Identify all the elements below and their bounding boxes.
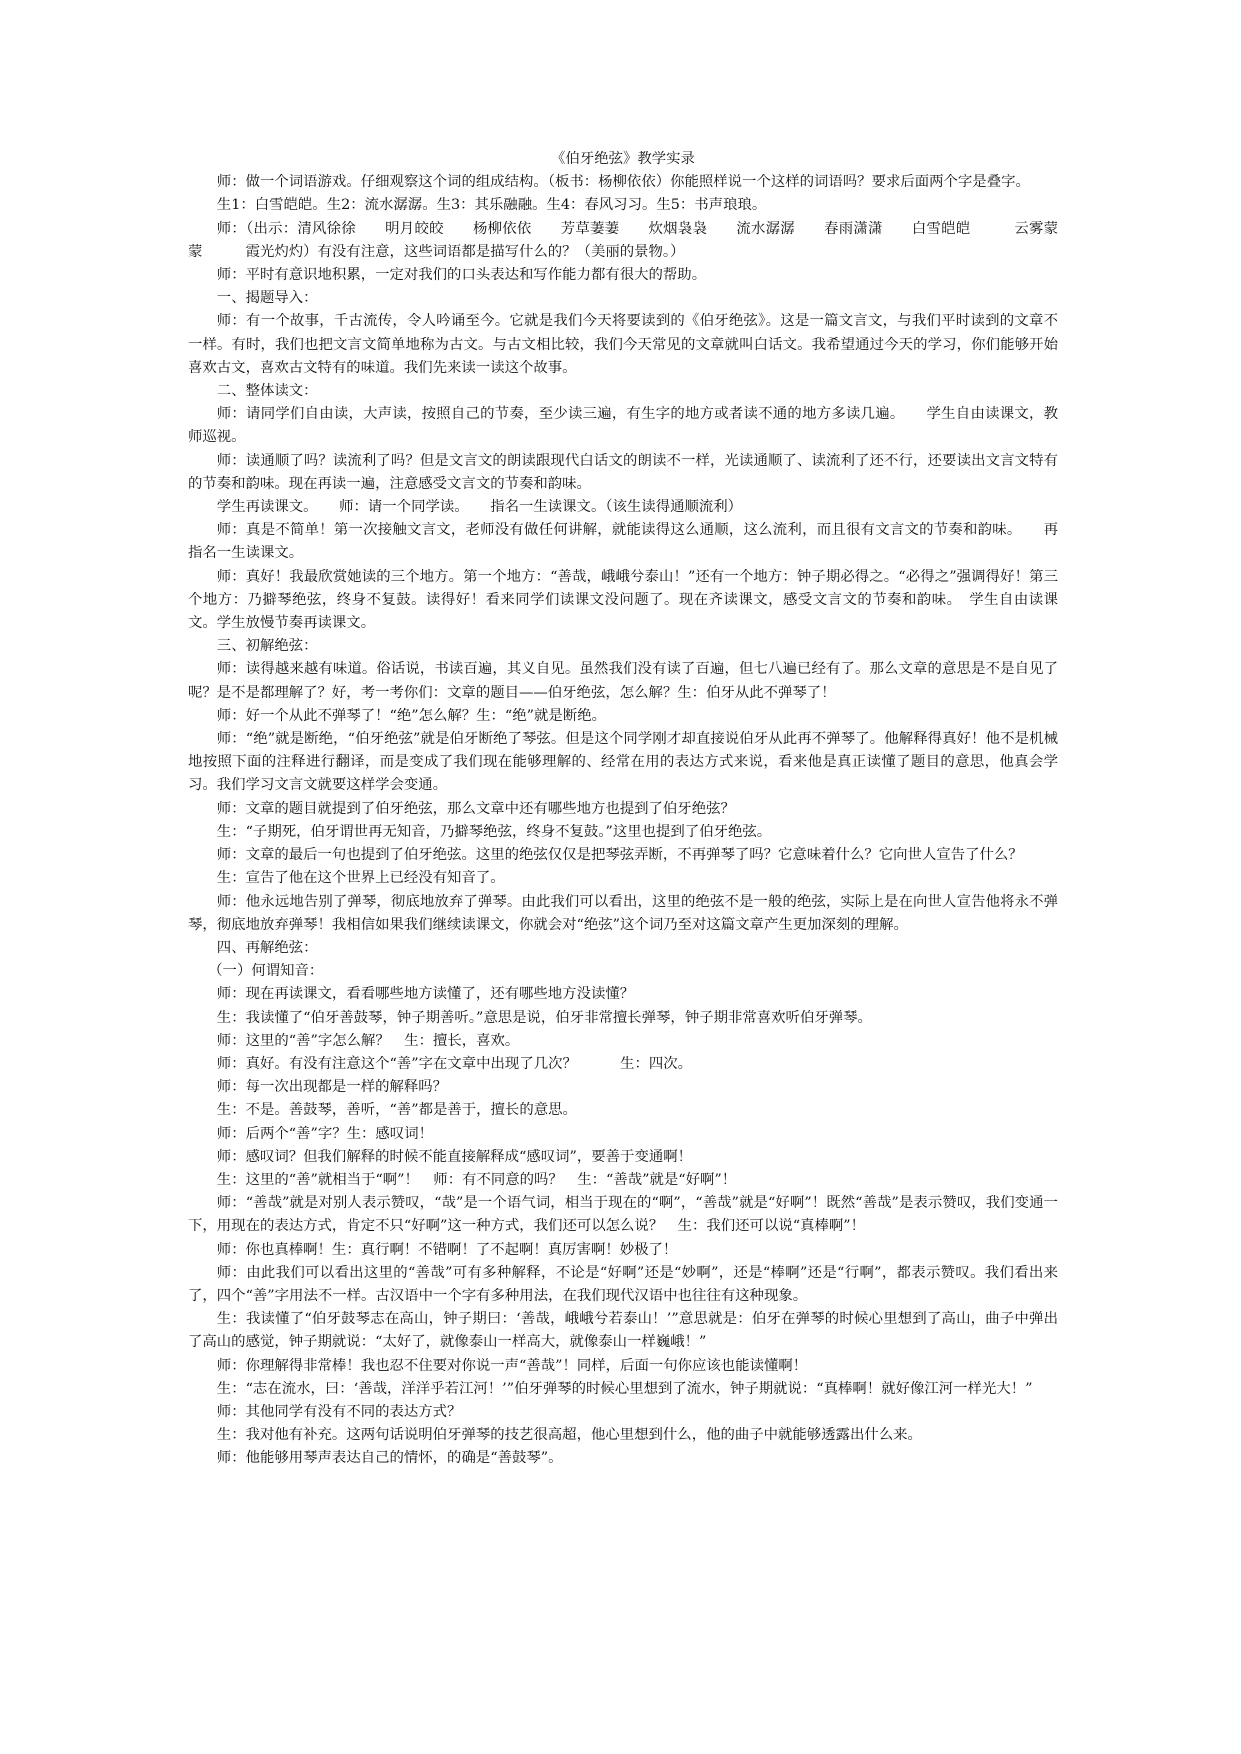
- paragraph: 师：由此我们可以看出这里的“善哉”可有多种解释，不论是“好啊”还是“妙啊”，还是“棒啊”还是“行啊”，都表示赞叹。我们看出来了，四个“善”字用法不一样。古汉语中一个字有多种用法，在我们现代汉语中也往往有这种现象。: [188, 1264, 1058, 1304]
- section-heading: 一、揭题导入：: [216, 290, 318, 307]
- paragraph: 生：宣告了他在这个世界上已经没有知音了。: [216, 870, 505, 887]
- paragraph: 师：好一个从此不弹琴了！“绝”怎么解？生：“绝”就是断绝。: [216, 707, 606, 724]
- paragraph: 生：“子期死，伯牙谓世再无知音，乃擗琴绝弦，终身不复鼓。”这里也提到了伯牙绝弦。: [216, 823, 772, 840]
- paragraph: 师：他能够用琴声表达自己的情怀，的确是“善鼓琴”。: [216, 1450, 563, 1467]
- paragraph: 生：我读懂了“伯牙鼓琴志在高山，钟子期曰：‘善哉，峨峨兮若泰山！’”意思就是：伯牙在弹琴的时候心里想到了高山，曲子中弹出了高山的感觉，钟子期就说：“太好了，就像泰山一样高大，就像泰山一样巍峨！”: [188, 1311, 1058, 1351]
- paragraph: 生1：白雪皑皑。生2：流水潺潺。生3：其乐融融。生4：春风习习。生5：书声琅琅。: [216, 197, 767, 214]
- paragraph: 师：他永远地告别了弹琴，彻底地放弃了弹琴。由此我们可以看出，这里的绝弦不是一般的绝弦，实际上是在向世人宣告他将永不弹琴，彻底地放弃弹琴！我相信如果我们继续读课文，你就会对“绝弦”这个词乃至对这篇文章产生更加深刻的理解。: [188, 893, 1058, 933]
- paragraph: 师：读通顺了吗？读流利了吗？但是文言文的朗读跟现代白话文的朗读不一样，光读通顺了、读流利了还不行，还要读出文言文特有的节奏和韵味。现在再读一遍，注意感受文言文的节奏和韵味。: [188, 452, 1058, 492]
- paragraph: 师：文章的题目就提到了伯牙绝弦，那么文章中还有哪些地方也提到了伯牙绝弦？: [216, 800, 735, 817]
- paragraph: 师：真好！我最欣赏她读的三个地方。第一个地方：“善哉，峨峨兮泰山！”还有一个地方：钟子期必得之。“必得之”强调得好！第三个地方：乃擗琴绝弦，终身不复鼓。读得好！看来同学们读课文没问题了。现在齐读课文，感受文言文的节奏和韵味。 学生自由读课文。学生放慢节奏再读课文。: [188, 568, 1058, 632]
- paragraph: 师：真好。有没有注意这个“善”字在文章中出现了几次？ 生：四次。: [216, 1055, 693, 1072]
- paragraph: 生：这里的“善”就相当于“啊”！ 师：有不同意的吗？ 生：“善哉”就是“好啊”！: [216, 1171, 737, 1188]
- section-heading: 四、再解绝弦：: [216, 939, 318, 956]
- paragraph: 生：我读懂了“伯牙善鼓琴，钟子期善听。”意思是说，伯牙非常擅长弹琴，钟子期非常喜欢听伯牙弹琴。: [216, 1009, 872, 1026]
- paragraph: 师：现在再读课文，看看哪些地方读懂了，还有哪些地方没读懂？: [216, 986, 635, 1003]
- paragraph: 师：你理解得非常棒！我也忍不住要对你说一声“善哉”！同样，后面一句你应该也能读懂啊！: [216, 1357, 808, 1374]
- paragraph: 师：文章的最后一句也提到了伯牙绝弦。这里的绝弦仅仅是把琴弦弄断，不再弹琴了吗？它意味着什么？它向世人宣告了什么？: [216, 847, 1023, 864]
- paragraph: 师：每一次出现都是一样的解释吗？: [216, 1079, 448, 1096]
- paragraph: 师：“善哉”就是对别人表示赞叹，“哉”是一个语气词，相当于现在的“啊”，“善哉”就是“好啊”！既然“善哉”是表示赞叹，我们变通一下，用现在的表达方式，肯定不只“好啊”这一种方式，我们还可以怎么说？ 生：我们还可以说“真棒啊”！: [188, 1195, 1058, 1235]
- paragraph: 师：做一个词语游戏。仔细观察这个词的组成结构。（板书：杨柳依依）你能照样说一个这样的词语吗？要求后面两个字是叠字。: [216, 174, 1030, 191]
- paragraph: 师：其他同学有没有不同的表达方式？: [216, 1403, 462, 1420]
- paragraph: 生：不是。善鼓琴，善听，“善”都是善于，擅长的意思。: [216, 1102, 577, 1119]
- paragraph: 师：感叹词？但我们解释的时候不能直接解释成“感叹词”，要善于变通啊！: [216, 1148, 693, 1165]
- paragraph: 师：（出示：清风徐徐 明月皎皎 杨柳依依 芳草萋萋 炊烟袅袅 流水潺潺 春雨潇潇 白雪皑皑 云雾蒙蒙 霞光灼灼）有没有注意，这些词语都是描写什么的？（美丽的景物。）: [188, 220, 1058, 260]
- paragraph: 学生再读课文。 师：请一个同学读。 指名一生读课文。（该生读得通顺流利）: [216, 499, 743, 516]
- paragraph: 师：这里的“善”字怎么解？ 生：擅长，喜欢。: [216, 1032, 520, 1049]
- document-page: [188, 148, 1058, 1471]
- paragraph: 师：你也真棒啊！生：真行啊！不错啊！了不起啊！真厉害啊！妙极了！: [216, 1241, 678, 1258]
- paragraph: 生：“志在流水，曰：‘善哉，洋洋乎若江河！’”伯牙弹琴的时候心里想到了流水，钟子期就说：“真棒啊！就好像江河一样光大！”: [216, 1380, 1033, 1397]
- paragraph: 师：读得越来越有味道。俗话说，书读百遍，其义自见。虽然我们没有读了百遍，但七八遍已经有了。那么文章的意思是不是自见了呢？是不是都理解了？好，考一考你们：文章的题目——伯牙绝弦，怎么解？生：伯牙从此不弹琴了！: [188, 661, 1058, 701]
- section-heading: 三、初解绝弦：: [216, 638, 318, 655]
- subsection-heading: （一）何谓知音：: [208, 963, 324, 980]
- section-heading: 二、整体读文：: [216, 383, 318, 400]
- paragraph: 师：真是不简单！第一次接触文言文，老师没有做任何讲解，就能读得这么通顺，这么流利，而且很有文言文的节奏和韵味。 再指名一生读课文。: [188, 522, 1058, 562]
- paragraph: 师：“绝”就是断绝，“伯牙绝弦”就是伯牙断绝了琴弦。但是这个同学刚才却直接说伯牙从此再不弹琴了。他解释得真好！他不是机械地按照下面的注释进行翻译，而是变成了我们现在能够理解的、经常在用的表达方式来说，看来他是真正读懂了题目的意思，他真会学习。我们学习文言文就要这样学会变通。: [188, 731, 1058, 794]
- paragraph: 师：平时有意识地积累，一定对我们的口头表达和写作能力都有很大的帮助。: [216, 267, 707, 284]
- paragraph: 师：后两个“善”字？生：感叹词！: [216, 1125, 433, 1142]
- paragraph: 师：有一个故事，千古流传，令人吟诵至今。它就是我们今天将要读到的《伯牙绝弦》。这是一篇文言文，与我们平时读到的文章不一样。有时，我们也把文言文简单地称为古文。与古文相比较，我们今天常见的文章就叫白话文。我希望通过今天的学习，你们能够开始喜欢古文，喜欢古文特有的味道。我们先来读一读这个故事。: [188, 313, 1058, 376]
- paragraph: 生：我对他有补充。这两句话说明伯牙弹琴的技艺很高超，他心里想到什么，他的曲子中就能够透露出什么来。: [216, 1427, 922, 1444]
- document-title: 《伯牙绝弦》教学实录: [551, 151, 695, 167]
- paragraph: 师：请同学们自由读，大声读，按照自己的节奏，至少读三遍，有生字的地方或者读不通的地方多读几遍。 学生自由读课文，教师巡视。: [188, 406, 1058, 446]
